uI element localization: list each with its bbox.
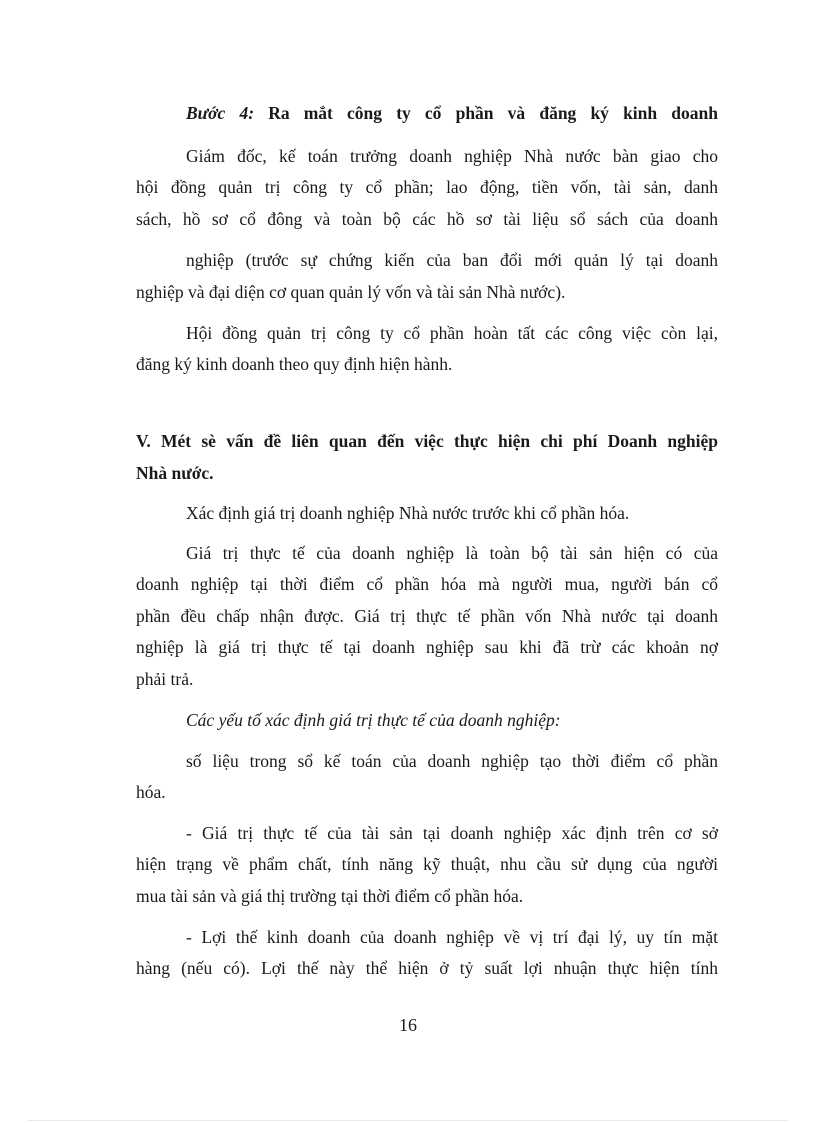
section5-p5-line3: mua tài sản và giá thị trường tại thời điểm cổ phần hóa.: [136, 886, 524, 906]
page-bottom-divider: [28, 1120, 788, 1121]
step4-title: Ra mắt công ty cổ phần và đăng ký kinh doanh: [254, 103, 718, 123]
section5-heading-line1: V. Mét sè vấn đề liên quan đến việc thực hiện chi phí Doanh nghiệp: [136, 431, 718, 451]
step4-p1-line2: hội đồng quản trị công ty cổ phần; lao động, tiền vốn, tài sản, danh: [136, 177, 718, 197]
section5-heading-line2: Nhà nước.: [136, 463, 214, 483]
page-number: 16: [399, 1015, 417, 1035]
section5-p2-line5: phải trả.: [136, 669, 194, 689]
section5-p6-line1: - Lợi thế kinh doanh của doanh nghiệp về vị trí đại lý, uy tín mặt: [186, 927, 718, 947]
step4-p2-line2: nghiệp và đại diện cơ quan quản lý vốn và tài sản Nhà nước).: [136, 282, 566, 302]
section5-p5-line1: - Giá trị thực tế của tài sản tại doanh nghiệp xác định trên cơ sở: [186, 823, 718, 843]
step4-p1-line1: Giám đốc, kế toán trưởng doanh nghiệp Nhà nước bàn giao cho: [186, 146, 718, 166]
step4-p3-line2: đăng ký kinh doanh theo quy định hiện hành.: [136, 354, 453, 374]
section5-italic-heading: Các yếu tố xác định giá trị thực tế của doanh nghiệp:: [186, 710, 561, 730]
section5-p6-line2: hàng (nếu có). Lợi thế này thể hiện ở tỷ suất lợi nhuận thực hiện tính: [136, 958, 718, 978]
section5-p1: Xác định giá trị doanh nghiệp Nhà nước trước khi cổ phần hóa.: [186, 503, 630, 523]
step4-heading: [186, 102, 718, 124]
step4-p2-line1: nghiệp (trước sự chứng kiến của ban đổi mới quản lý tại doanh: [186, 250, 718, 270]
step4-p1-line3: sách, hồ sơ cổ đông và toàn bộ các hồ sơ tài liệu sổ sách của doanh: [136, 209, 718, 229]
section5-p4-line1: số liệu trong sổ kế toán của doanh nghiệp tạo thời điểm cổ phần: [186, 751, 718, 771]
step4-label: Bước 4:: [186, 103, 255, 123]
section5-p5-line2: hiện trạng về phẩm chất, tính năng kỹ thuật, nhu cầu sử dụng của người: [136, 854, 718, 874]
section5-p2-line2: doanh nghiệp tại thời điểm cổ phần hóa mà người mua, người bán cổ: [136, 574, 718, 594]
step4-p3-line1: Hội đồng quản trị công ty cổ phần hoàn tất các công việc còn lại,: [186, 323, 718, 343]
section5-p2-line4: nghiệp là giá trị thực tế tại doanh nghiệp sau khi đã trừ các khoản nợ: [136, 637, 718, 657]
section5-p4-line2: hóa.: [136, 782, 166, 802]
section5-p2-line1: Giá trị thực tế của doanh nghiệp là toàn bộ tài sản hiện có của: [186, 543, 718, 563]
section5-p2-line3: phần đều chấp nhận được. Giá trị thực tế phần vốn Nhà nước tại doanh: [136, 606, 718, 626]
